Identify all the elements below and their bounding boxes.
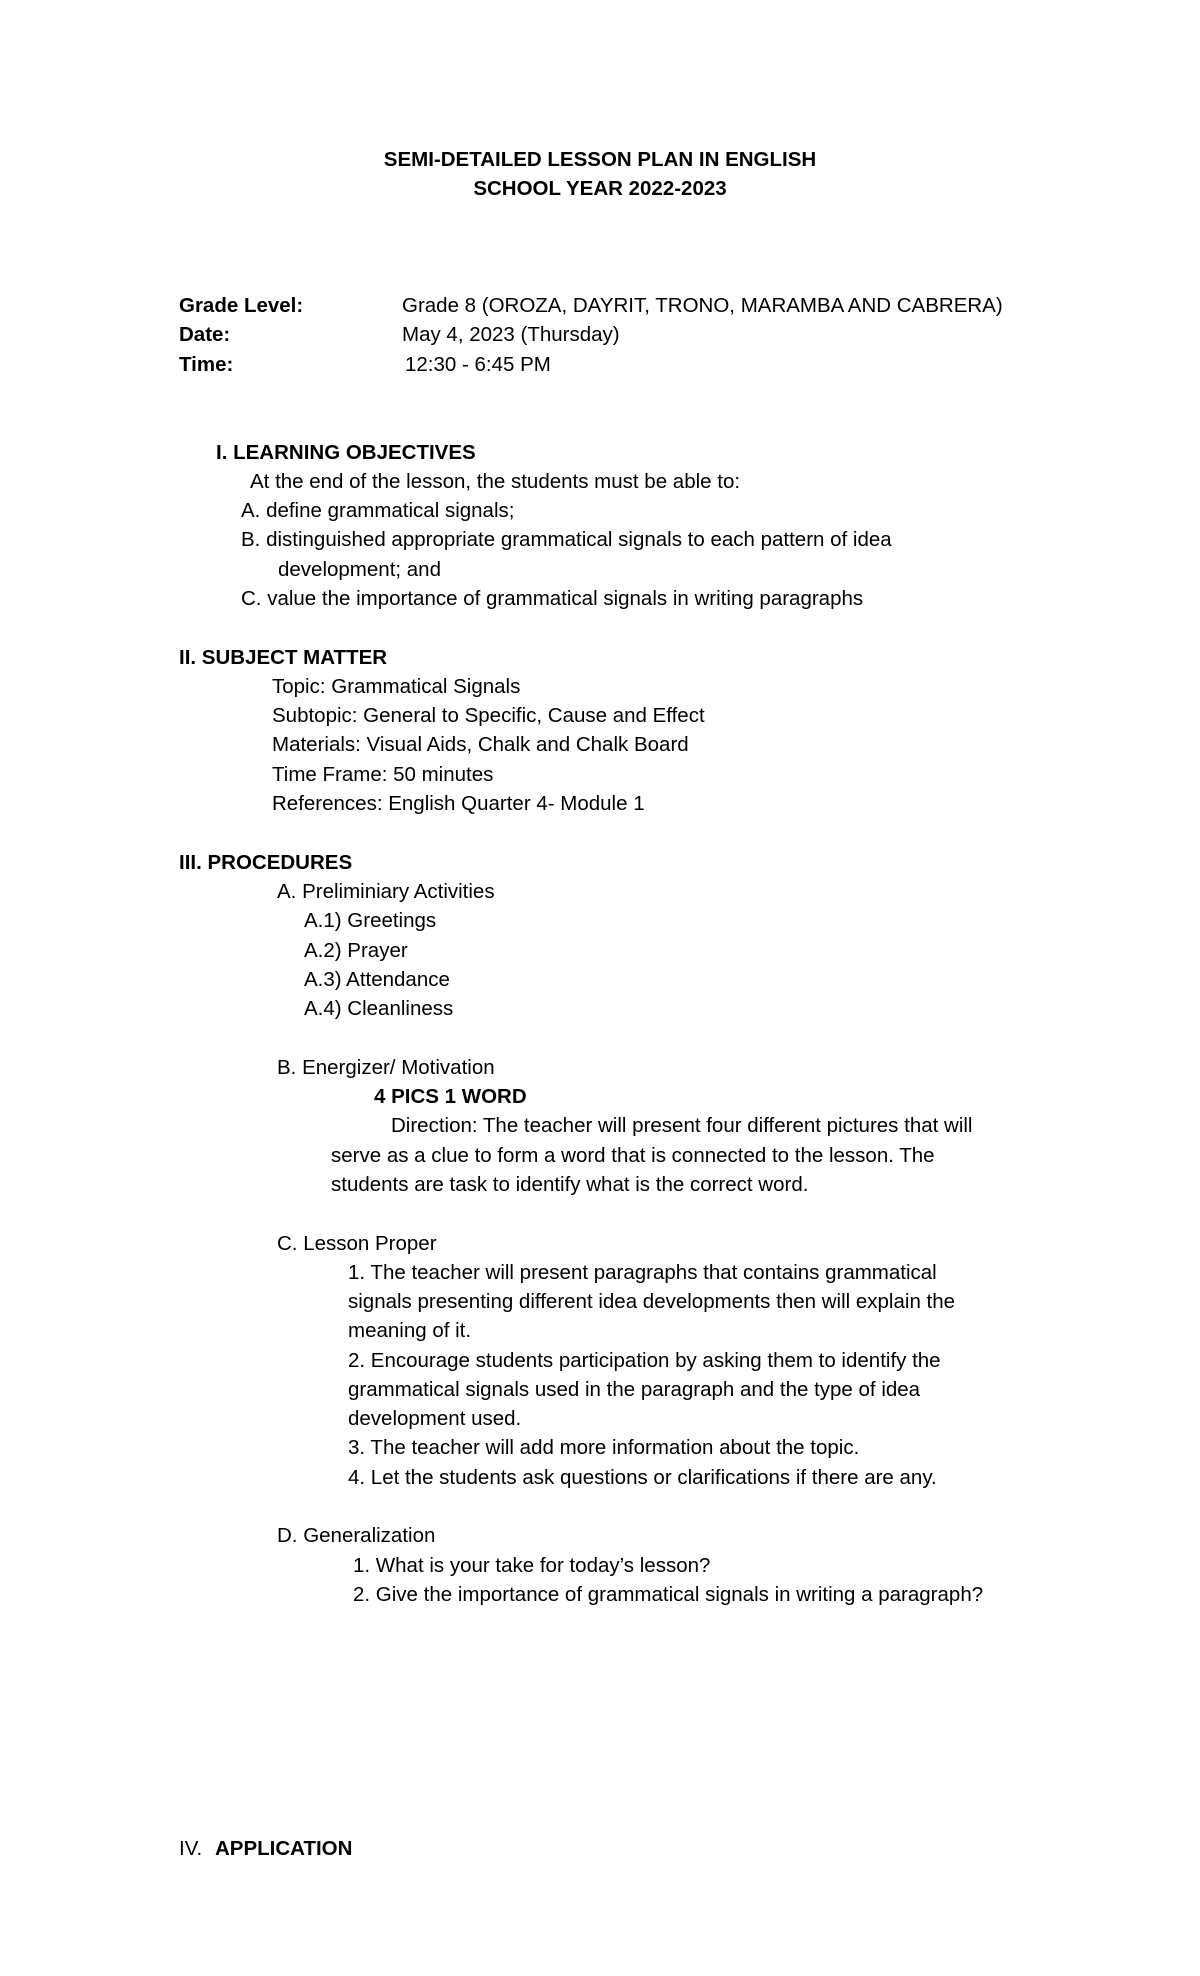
- grade-level-label: Grade Level:: [179, 294, 304, 317]
- subject-topic: Topic: Grammatical Signals: [272, 675, 521, 698]
- lesson-proper-heading: C. Lesson Proper: [277, 1232, 437, 1255]
- procedures-heading: III. PROCEDURES: [179, 851, 353, 874]
- lesson-proper-1-line2: signals presenting different idea developments then will explain the: [348, 1290, 956, 1313]
- objective-a: A. define grammatical signals;: [241, 499, 515, 522]
- subject-references: References: English Quarter 4- Module 1: [272, 792, 645, 815]
- preliminary-attendance: A.3) Attendance: [304, 968, 450, 991]
- date-label: Date:: [179, 323, 231, 346]
- school-year: SCHOOL YEAR 2022-2023: [473, 177, 727, 200]
- generalization-heading: D. Generalization: [277, 1524, 436, 1547]
- preliminary-heading: A. Preliminiary Activities: [277, 880, 495, 903]
- lesson-proper-2-line1: 2. Encourage students participation by asking them to identify the: [348, 1349, 941, 1372]
- subject-heading: II. SUBJECT MATTER: [179, 646, 388, 669]
- energizer-heading: B. Energizer/ Motivation: [277, 1056, 495, 1079]
- subject-materials: Materials: Visual Aids, Chalk and Chalk Board: [272, 733, 689, 756]
- application-heading: APPLICATION: [215, 1837, 353, 1860]
- generalization-2: 2. Give the importance of grammatical signals in writing a paragraph?: [353, 1583, 984, 1606]
- lesson-proper-3: 3. The teacher will add more information about the topic.: [348, 1436, 860, 1459]
- lesson-proper-4: 4. Let the students ask questions or clarifications if there are any.: [348, 1466, 937, 1489]
- lesson-proper-2-line3: development used.: [348, 1407, 522, 1430]
- lesson-proper-1-line3: meaning of it.: [348, 1319, 472, 1342]
- lesson-proper-2-line2: grammatical signals used in the paragraph and the type of idea: [348, 1378, 921, 1401]
- objectives-intro: At the end of the lesson, the students must be able to:: [250, 470, 741, 493]
- preliminary-cleanliness: A.4) Cleanliness: [304, 997, 454, 1020]
- energizer-direction-line1: Direction: The teacher will present four different pictures that will: [391, 1114, 973, 1137]
- preliminary-greetings: A.1) Greetings: [304, 909, 437, 932]
- document-title: SEMI-DETAILED LESSON PLAN IN ENGLISH: [383, 148, 817, 171]
- subject-time-frame: Time Frame: 50 minutes: [272, 763, 494, 786]
- energizer-game-title: 4 PICS 1 WORD: [374, 1085, 527, 1108]
- objective-b-line2: development; and: [278, 558, 441, 581]
- time-label: Time:: [179, 353, 234, 376]
- application-number: IV.: [179, 1837, 203, 1860]
- energizer-direction-line3: students are task to identify what is the correct word.: [331, 1173, 809, 1196]
- lesson-proper-1-line1: 1. The teacher will present paragraphs that contains grammatical: [348, 1261, 937, 1284]
- subject-subtopic: Subtopic: General to Specific, Cause and Effect: [272, 704, 705, 727]
- objective-b-line1: B. distinguished appropriate grammatical signals to each pattern of idea: [241, 528, 892, 551]
- objective-c: C. value the importance of grammatical signals in writing paragraphs: [241, 587, 864, 610]
- objectives-heading: I. LEARNING OBJECTIVES: [216, 441, 476, 464]
- energizer-direction-line2: serve as a clue to form a word that is connected to the lesson. The: [331, 1144, 935, 1167]
- grade-level-value: Grade 8 (OROZA, DAYRIT, TRONO, MARAMBA AND CABRERA): [402, 294, 1003, 317]
- date-value: May 4, 2023 (Thursday): [402, 323, 620, 346]
- generalization-1: 1. What is your take for today’s lesson?: [353, 1554, 711, 1577]
- time-value: 12:30 - 6:45 PM: [405, 353, 551, 376]
- preliminary-prayer: A.2) Prayer: [304, 939, 408, 962]
